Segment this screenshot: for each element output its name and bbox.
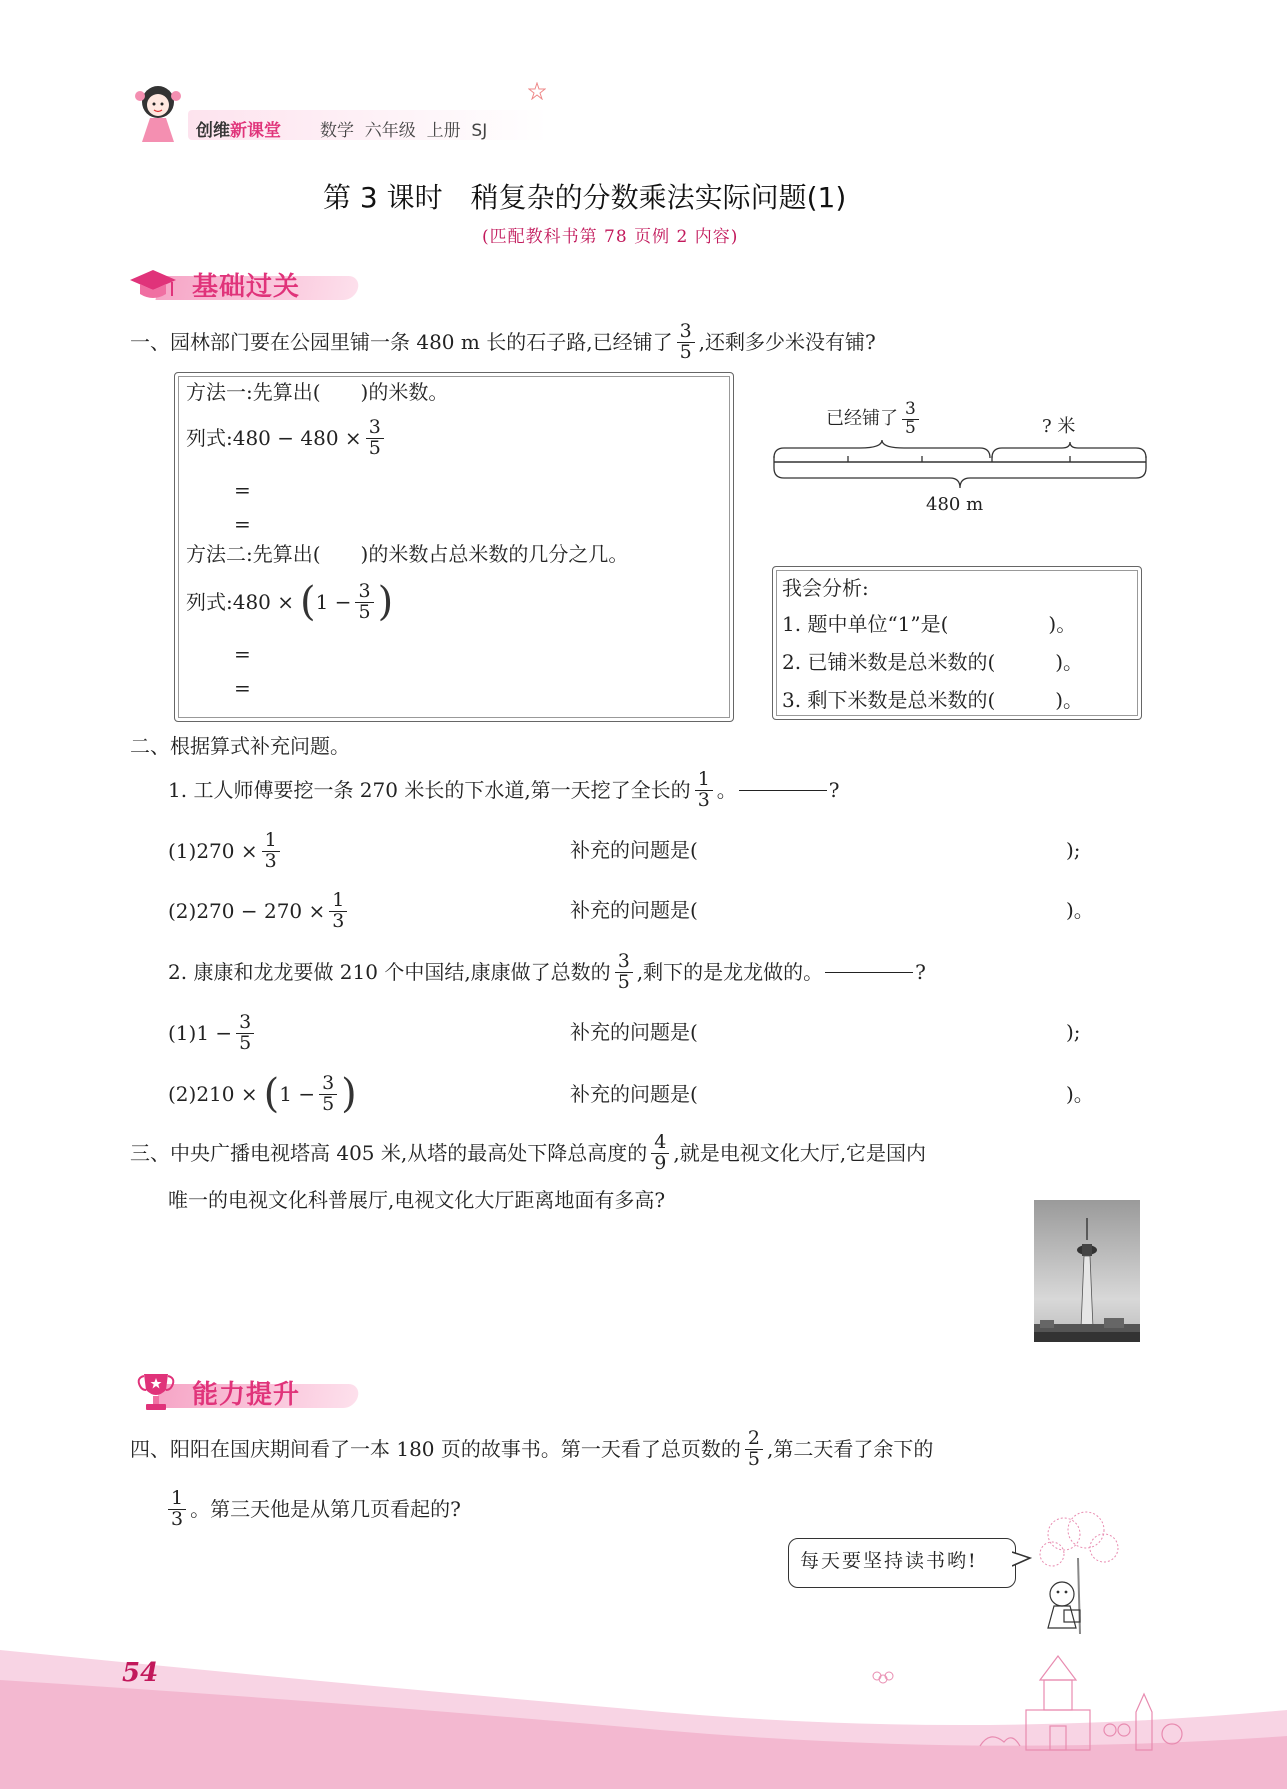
method2-fraction: $\frac{3}{5}$ xyxy=(355,582,373,623)
method1-text: 方法一:先算出( )的米数。 xyxy=(186,380,449,404)
page-number: 54 xyxy=(122,1658,159,1688)
lesson-title: 第 3 课时 稍复杂的分数乘法实际问题(1) xyxy=(323,181,847,214)
segment-line-graphic xyxy=(770,440,1150,496)
method2-text: 方法二:先算出( )的米数占总米数的几分之几。 xyxy=(186,542,629,566)
trophy-icon xyxy=(134,1370,178,1414)
method2-expression: 列式:480 × ( 1 − $\frac{3}{5}$ ) xyxy=(186,579,394,625)
graduation-cap-icon xyxy=(128,266,178,304)
header-banner xyxy=(128,80,548,148)
diagram-total-label: 480 m xyxy=(926,494,984,515)
tv-tower-photo xyxy=(1034,1200,1140,1342)
method2-eq-1: = xyxy=(234,642,251,666)
analysis-title: 我会分析: xyxy=(782,576,869,600)
q2-expr-2: (2)270 − 270 × $\frac{1}{3}$ xyxy=(168,886,351,936)
q2-expr-4: (2)210 × ( 1 − $\frac{3}{5}$ ) xyxy=(168,1071,357,1117)
q3-line2: 唯一的电视文化科普展厅,电视文化大厅距离地面有多高? xyxy=(168,1188,666,1212)
q2-answer-3-label: 补充的问题是( xyxy=(570,1020,698,1044)
q4-line1: 四、阳阳在国庆期间看了一本 180 页的故事书。第一天看了总页数的 $\frac{2}{5}$ ,第二天看了余下的 xyxy=(130,1426,934,1470)
analysis-item-3: 3. 剩下米数是总米数的( )。 xyxy=(782,688,1084,712)
section-advanced-label: 能力提升 xyxy=(192,1380,301,1410)
q4-fraction-1: $\frac{2}{5}$ xyxy=(745,1429,763,1470)
reading-child-illustration xyxy=(1024,1510,1128,1642)
q2-part1-fraction: $\frac{1}{3}$ xyxy=(695,770,713,811)
q3-fraction: $\frac{4}{9}$ xyxy=(651,1133,669,1174)
method2-eq-2: = xyxy=(234,676,251,700)
q2-answer-1-label: 补充的问题是( xyxy=(570,838,698,862)
lesson-subtitle: (匹配教科书第 78 页例 2 内容) xyxy=(482,227,739,247)
q2-answer-4-label: 补充的问题是( xyxy=(570,1082,698,1106)
q2-answer-2-close: )。 xyxy=(1066,898,1094,922)
q4-fraction-2: $\frac{1}{3}$ xyxy=(168,1489,186,1530)
q2-answer-1-close: ); xyxy=(1066,838,1081,862)
q2-heading: 二、根据算式补充问题。 xyxy=(130,734,350,758)
method1-eq-1: = xyxy=(234,478,251,502)
method1-fraction: $\frac{3}{5}$ xyxy=(366,418,384,459)
q2-part1-blank[interactable] xyxy=(739,790,827,791)
q2-answer-3-field[interactable] xyxy=(740,1018,1060,1046)
q2-answer-1-field[interactable] xyxy=(740,836,1060,864)
brand-part-b: 新课堂 xyxy=(230,121,281,141)
q3-line1: 三、中央广播电视塔高 405 米,从塔的最高处下降总高度的 $\frac{4}{9}$ ,就是电视文化大厅,它是国内 xyxy=(130,1130,927,1174)
section-advanced-header xyxy=(128,1368,358,1414)
q2-answer-4-field[interactable] xyxy=(740,1080,1060,1108)
q1-suffix: ,还剩多少米没有铺? xyxy=(698,330,876,354)
star-decoration-icon xyxy=(528,82,546,100)
q2-answer-3-close: ); xyxy=(1066,1020,1081,1044)
analysis-item-1: 1. 题中单位“1”是( )。 xyxy=(782,612,1077,636)
method1-expression: 列式:480 − 480 × $\frac{3}{5}$ xyxy=(186,414,388,462)
q1-prefix: 一、园林部门要在公园里铺一条 480 m 长的石子路,已经铺了 xyxy=(130,330,673,354)
q2-answer-2-label: 补充的问题是( xyxy=(570,898,698,922)
speech-bubble-text: 每天要坚持读书哟! xyxy=(800,1550,978,1572)
brand-part-a: 创维 xyxy=(196,121,230,141)
q2-part2-fraction: $\frac{3}{5}$ xyxy=(615,952,633,993)
header-info: 数学 六年级 上册 SJ xyxy=(320,121,488,141)
q4-line2: $\frac{1}{3}$ 。第三天他是从第几页看起的? xyxy=(168,1484,461,1534)
diagram-done-label: 已经铺了 $\frac{3}{5}$ xyxy=(826,396,923,442)
q2-part2-blank[interactable] xyxy=(825,972,913,973)
q1-fraction: $\frac{3}{5}$ xyxy=(677,322,695,363)
castle-sketch-illustration xyxy=(960,1650,1190,1758)
q2-answer-2-field[interactable] xyxy=(740,896,1060,924)
q2-answer-4-close: )。 xyxy=(1066,1082,1094,1106)
girl-mascot-icon xyxy=(128,80,188,148)
analysis-item-2: 2. 已铺米数是总米数的( )。 xyxy=(782,650,1084,674)
q2-expr-3: (1)1 − $\frac{3}{5}$ xyxy=(168,1008,258,1058)
q2-part2: 2. 康康和龙龙要做 210 个中国结,康康做了总数的 $\frac{3}{5}$ ,剩下的是龙龙做的。 ? xyxy=(168,949,926,993)
diagram-rest-label: ? 米 xyxy=(1042,416,1076,437)
flower-doodle-icon xyxy=(870,1668,896,1690)
method1-eq-2: = xyxy=(234,512,251,536)
q2-part1: 1. 工人师傅要挖一条 270 米长的下水道,第一天挖了全长的 $\frac{1}{3}$ 。 ? xyxy=(168,767,840,811)
section-basic-label: 基础过关 xyxy=(192,272,301,302)
segment-diagram xyxy=(770,396,1150,516)
section-basic-header xyxy=(128,262,358,306)
q2-expr-1: (1)270 × $\frac{1}{3}$ xyxy=(168,826,284,876)
q1-question xyxy=(130,318,876,366)
